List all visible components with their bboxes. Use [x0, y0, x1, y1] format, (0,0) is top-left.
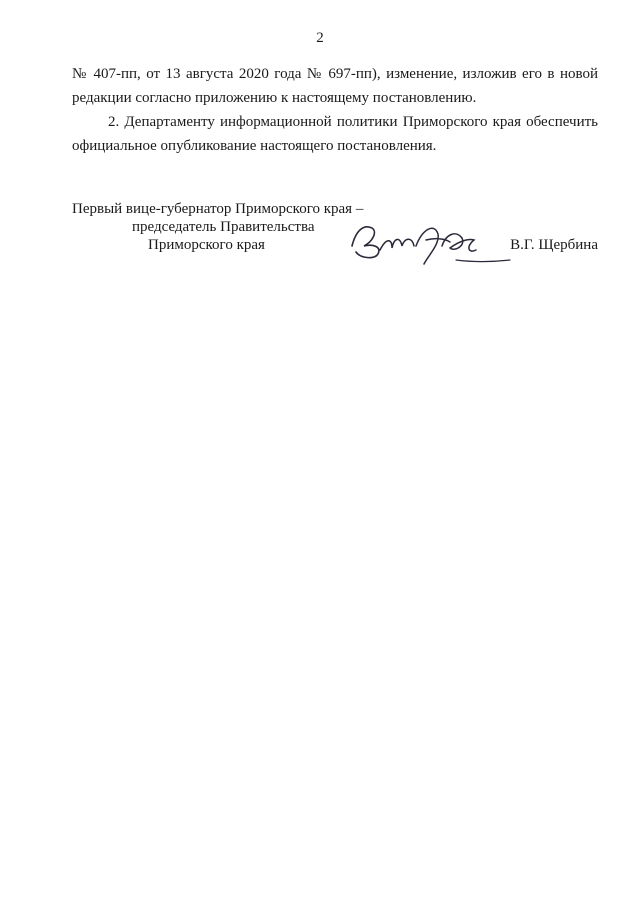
document-body [72, 62, 598, 158]
page-number: 2 [316, 30, 324, 46]
signatory-title-line-2: председатель Правительства [132, 219, 315, 235]
paragraph-item-2: 2. Департаменту информационной политики Приморского края обеспечить официальное опубликование настоящего постановления. [72, 114, 598, 154]
signatory-title-line-3: Приморского края [148, 237, 265, 253]
paragraph-continuation: № 407-пп, от 13 августа 2020 года № 697-пп), изменение, изложив его в новой редакции согласно приложению к настоящему постановлению. [72, 66, 598, 106]
signatory-title-line-1: Первый вице-губернатор Приморского края – [72, 201, 364, 217]
signatory-name: В.Г. Щербина [510, 237, 598, 253]
signature-block [72, 200, 598, 270]
handwritten-signature [342, 216, 512, 266]
